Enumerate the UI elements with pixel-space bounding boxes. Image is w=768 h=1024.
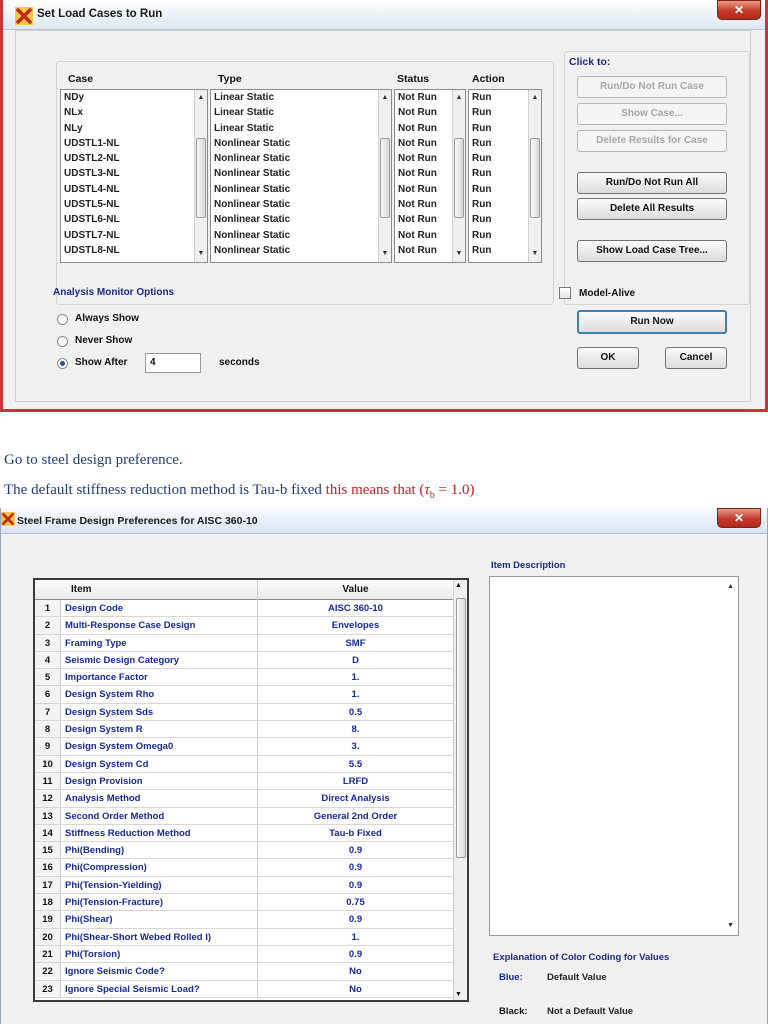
- scroll-up-arrow-icon[interactable]: ▲: [381, 94, 389, 101]
- load-case-case-cell[interactable]: UDSTL5-NL: [64, 199, 120, 211]
- scroll-down-arrow-icon[interactable]: ▼: [381, 250, 389, 257]
- load-case-case-cell[interactable]: NLy: [64, 122, 83, 134]
- preference-value[interactable]: 0.9: [257, 842, 453, 858]
- load-case-type-cell[interactable]: Nonlinear Static: [214, 153, 291, 165]
- grid-scrollbar[interactable]: [453, 580, 467, 1000]
- row-number: 22: [35, 963, 61, 979]
- preference-item: Design Code: [65, 603, 124, 614]
- scroll-down-arrow-icon[interactable]: ▼: [455, 250, 463, 257]
- black-legend-text: Not a Default Value: [547, 1006, 634, 1017]
- preference-row[interactable]: [35, 635, 453, 652]
- load-case-type-cell[interactable]: Nonlinear Static: [214, 183, 291, 195]
- row-number: 14: [35, 825, 61, 841]
- type-list[interactable]: [210, 89, 392, 263]
- row-number: 21: [35, 946, 61, 962]
- load-case-case-cell[interactable]: UDSTL7-NL: [64, 229, 120, 241]
- preference-value[interactable]: AISC 360-10: [257, 600, 453, 616]
- load-case-status-cell[interactable]: Not Run: [398, 199, 437, 211]
- close-button[interactable]: ✕: [717, 508, 761, 528]
- preference-item: Design Provision: [65, 775, 143, 787]
- load-case-status-cell[interactable]: Not Run: [398, 153, 437, 165]
- row-number: 19: [35, 911, 61, 927]
- preference-row[interactable]: [35, 617, 453, 634]
- run-do-not-run-all-button[interactable]: Run/Do Not Run All: [577, 172, 727, 194]
- app-logo-icon: [1, 512, 15, 526]
- preference-row[interactable]: [35, 946, 453, 963]
- preference-item: Multi-Response Case Design: [65, 620, 196, 632]
- row-number: 15: [35, 842, 61, 858]
- grid-rows: [35, 600, 453, 998]
- preference-value[interactable]: 8.: [257, 721, 453, 737]
- click-to-label: Click to:: [569, 56, 611, 68]
- preference-row[interactable]: [35, 842, 453, 859]
- type-list-scrollbar[interactable]: [378, 90, 391, 262]
- tau-symbol: τ: [424, 482, 430, 498]
- instruction-line-2-red-text: this means that (: [325, 482, 425, 498]
- column-header-value: Value: [257, 580, 453, 600]
- black-legend-key: Black:: [499, 1006, 528, 1017]
- preference-item: Seismic Design Category: [65, 654, 180, 666]
- preference-value[interactable]: 0.9: [257, 877, 453, 893]
- grid-header: [35, 580, 453, 600]
- window-title: Set Load Cases to Run: [37, 8, 163, 20]
- preference-item: Stiffness Reduction Method: [65, 827, 191, 839]
- scroll-thumb[interactable]: [380, 138, 390, 218]
- instruction-line-2-blue: The default stiffness reduction method is Tau-b fixed: [4, 482, 326, 498]
- never-show-label: Never Show: [75, 335, 133, 346]
- preference-row[interactable]: [35, 600, 453, 617]
- preference-item: Phi(Shear-Short Webed Rolled I): [65, 931, 212, 943]
- model-alive-checkbox[interactable]: [559, 287, 571, 299]
- ok-button[interactable]: OK: [577, 347, 639, 369]
- analysis-monitor-options-label: Analysis Monitor Options: [53, 287, 175, 298]
- row-number: 13: [35, 808, 61, 824]
- row-number: 18: [35, 894, 61, 910]
- load-case-type-cell[interactable]: Nonlinear Static: [214, 199, 291, 211]
- load-case-type-cell[interactable]: Nonlinear Static: [214, 214, 291, 226]
- always-show-label: Always Show: [75, 313, 139, 324]
- action-list[interactable]: [468, 89, 542, 263]
- row-number: 6: [35, 686, 61, 702]
- preference-item: Design System R: [65, 724, 143, 736]
- load-case-case-cell[interactable]: NLx: [64, 107, 83, 119]
- preference-value[interactable]: 5.5: [257, 756, 453, 772]
- row-number: 23: [35, 981, 61, 997]
- column-header-case: Case: [68, 73, 94, 85]
- load-case-action-cell[interactable]: Run: [472, 244, 492, 256]
- load-case-type-cell[interactable]: Nonlinear Static: [214, 137, 291, 149]
- preference-row[interactable]: [35, 790, 453, 807]
- scroll-thumb[interactable]: [454, 138, 464, 218]
- preference-item: Ignore Special Seismic Load?: [65, 983, 200, 995]
- scroll-up-arrow-icon[interactable]: ▲: [455, 582, 462, 589]
- load-case-status-cell[interactable]: Not Run: [398, 122, 437, 134]
- seconds-label: seconds: [219, 357, 260, 368]
- load-case-status-cell[interactable]: Not Run: [398, 229, 437, 241]
- delete-results-for-case-button[interactable]: Delete Results for Case: [577, 130, 727, 152]
- column-header-item: Item: [71, 584, 92, 595]
- load-case-status-cell[interactable]: Not Run: [398, 214, 437, 226]
- row-number: 5: [35, 669, 61, 685]
- load-case-action-cell[interactable]: Run: [472, 183, 492, 195]
- row-number: 4: [35, 652, 61, 668]
- instruction-line-1: Go to steel design preference.: [4, 452, 183, 468]
- scroll-down-arrow-icon[interactable]: ▼: [727, 922, 734, 929]
- case-list-scrollbar[interactable]: [194, 90, 207, 262]
- never-show-radio[interactable]: [57, 336, 68, 347]
- scroll-up-arrow-icon[interactable]: ▲: [727, 583, 734, 590]
- preference-item: Importance Factor: [65, 672, 148, 684]
- preference-value[interactable]: 0.9: [257, 859, 453, 875]
- load-case-case-cell[interactable]: UDSTL8-NL: [64, 244, 120, 256]
- action-list-scrollbar[interactable]: [528, 90, 541, 262]
- blue-legend-text: Default Value: [547, 972, 607, 983]
- row-number: 1: [35, 600, 61, 616]
- load-case-type-cell[interactable]: Linear Static: [214, 122, 275, 134]
- close-button[interactable]: ✕: [717, 0, 761, 20]
- preference-value[interactable]: D: [257, 652, 453, 668]
- status-list-scrollbar[interactable]: [452, 90, 465, 262]
- row-number: 17: [35, 877, 61, 893]
- load-case-status-cell[interactable]: Not Run: [398, 137, 437, 149]
- load-case-action-cell[interactable]: Run: [472, 168, 492, 180]
- load-case-status-cell[interactable]: Not Run: [398, 92, 437, 103]
- row-number: 7: [35, 704, 61, 720]
- load-case-action-cell[interactable]: Run: [472, 214, 492, 226]
- scroll-up-arrow-icon[interactable]: ▲: [197, 94, 205, 101]
- run-do-not-run-case-button[interactable]: Run/Do Not Run Case: [577, 76, 727, 98]
- preference-row[interactable]: [35, 756, 453, 773]
- load-case-status-cell[interactable]: Not Run: [398, 107, 437, 119]
- load-case-action-cell[interactable]: Run: [472, 229, 492, 241]
- load-case-case-cell[interactable]: UDSTL6-NL: [64, 214, 120, 226]
- scroll-thumb[interactable]: [530, 138, 540, 218]
- show-case-button[interactable]: Show Case...: [577, 103, 727, 125]
- preferences-grid[interactable]: [33, 578, 469, 1002]
- load-case-case-cell[interactable]: UDSTL3-NL: [64, 168, 120, 180]
- row-number: 2: [35, 617, 61, 633]
- run-now-button[interactable]: Run Now: [577, 310, 727, 334]
- preference-item: Phi(Tension-Yielding): [65, 879, 162, 891]
- load-case-action-cell[interactable]: Run: [472, 137, 492, 149]
- preference-row[interactable]: [35, 808, 453, 825]
- instruction-line-2-end: = 1.0): [434, 482, 475, 498]
- scroll-down-arrow-icon[interactable]: ▼: [531, 250, 539, 257]
- delete-all-results-button[interactable]: Delete All Results: [577, 198, 727, 220]
- preference-value[interactable]: No: [257, 963, 453, 979]
- preference-value[interactable]: Envelopes: [257, 617, 453, 633]
- preference-row[interactable]: [35, 686, 453, 703]
- scroll-down-arrow-icon[interactable]: ▼: [197, 250, 205, 257]
- show-after-label: Show After: [75, 357, 128, 368]
- preference-item: Ignore Seismic Code?: [65, 966, 165, 978]
- load-case-type-cell[interactable]: Nonlinear Static: [214, 229, 291, 241]
- app-logo-icon: [15, 7, 33, 25]
- scroll-down-arrow-icon[interactable]: ▼: [455, 991, 462, 998]
- preference-row[interactable]: [35, 825, 453, 842]
- load-case-case-cell[interactable]: UDSTL2-NL: [64, 153, 120, 165]
- load-case-type-cell[interactable]: Linear Static: [214, 107, 275, 119]
- row-number: 20: [35, 929, 61, 945]
- preference-value[interactable]: 1.: [257, 929, 453, 945]
- preference-item: Analysis Method: [65, 793, 141, 805]
- preference-row[interactable]: [35, 929, 453, 946]
- preference-row[interactable]: [35, 859, 453, 876]
- preference-item: Second Order Method: [65, 810, 165, 822]
- load-case-case-cell[interactable]: NDy: [64, 92, 85, 103]
- preference-value[interactable]: 0.9: [257, 911, 453, 927]
- load-case-status-cell[interactable]: Not Run: [398, 244, 437, 256]
- column-header-status: Status: [397, 73, 430, 85]
- preference-value[interactable]: 0.75: [257, 894, 453, 910]
- preference-row[interactable]: [35, 894, 453, 911]
- preference-value[interactable]: 1.: [257, 669, 453, 685]
- item-description-box[interactable]: [489, 576, 739, 936]
- preference-row[interactable]: [35, 877, 453, 894]
- preference-item: Phi(Compression): [65, 862, 147, 874]
- row-number: 3: [35, 635, 61, 651]
- blue-legend-key: Blue:: [499, 972, 523, 983]
- load-case-status-cell[interactable]: Not Run: [398, 168, 437, 180]
- model-alive-label: Model-Alive: [579, 288, 636, 299]
- preference-value[interactable]: 0.9: [257, 946, 453, 962]
- preference-value[interactable]: Direct Analysis: [257, 790, 453, 806]
- preference-row[interactable]: [35, 773, 453, 790]
- preference-value[interactable]: SMF: [257, 635, 453, 651]
- cancel-button[interactable]: Cancel: [665, 347, 727, 369]
- load-case-type-cell[interactable]: Nonlinear Static: [214, 168, 291, 180]
- load-case-type-cell[interactable]: Nonlinear Static: [214, 244, 291, 256]
- window-titlebar: [3, 0, 765, 30]
- preference-item: Phi(Tension-Fracture): [65, 897, 163, 909]
- preference-item: Design System Omega0: [65, 741, 174, 753]
- preference-value[interactable]: 1.: [257, 686, 453, 702]
- window-title: Steel Frame Design Preferences for AISC 360-10: [17, 515, 258, 527]
- load-case-case-cell[interactable]: UDSTL1-NL: [64, 137, 120, 149]
- window-titlebar: [1, 508, 767, 534]
- row-number: 16: [35, 859, 61, 875]
- load-case-action-cell[interactable]: Run: [472, 107, 492, 119]
- load-case-case-cell[interactable]: UDSTL4-NL: [64, 183, 120, 195]
- scroll-up-arrow-icon[interactable]: ▲: [455, 94, 463, 101]
- preference-row[interactable]: [35, 963, 453, 980]
- scroll-thumb[interactable]: [196, 138, 206, 218]
- load-case-action-cell[interactable]: Run: [472, 153, 492, 165]
- status-list[interactable]: [394, 89, 466, 263]
- preference-item: Design System Rho: [65, 689, 155, 701]
- load-case-action-cell[interactable]: Run: [472, 122, 492, 134]
- preference-row[interactable]: [35, 704, 453, 721]
- always-show-radio[interactable]: [57, 314, 68, 325]
- preference-row[interactable]: [35, 981, 453, 998]
- column-header-action: Action: [472, 73, 505, 85]
- preference-value[interactable]: 0.5: [257, 704, 453, 720]
- scroll-thumb[interactable]: [456, 598, 466, 858]
- color-coding-explanation-label: Explanation of Color Coding for Values: [493, 952, 670, 963]
- show-load-case-tree-button[interactable]: Show Load Case Tree...: [577, 240, 727, 262]
- row-number: 11: [35, 773, 61, 789]
- steel-frame-design-preferences-window: [0, 508, 768, 1024]
- preference-value[interactable]: Tau-b Fixed: [257, 825, 453, 841]
- preference-row[interactable]: [35, 721, 453, 738]
- preference-value[interactable]: No: [257, 981, 453, 997]
- row-number: 10: [35, 756, 61, 772]
- preference-row[interactable]: [35, 652, 453, 669]
- show-after-seconds-input[interactable]: 4: [145, 353, 201, 373]
- load-case-status-cell[interactable]: Not Run: [398, 183, 437, 195]
- load-case-action-cell[interactable]: Run: [472, 92, 492, 103]
- preference-row[interactable]: [35, 911, 453, 928]
- row-number: 12: [35, 790, 61, 806]
- instruction-line-2-red: [325, 482, 475, 501]
- instruction-line-2: [4, 482, 474, 501]
- column-header-type: Type: [218, 73, 242, 85]
- show-after-radio[interactable]: [57, 358, 68, 369]
- preference-value[interactable]: General 2nd Order: [257, 808, 453, 824]
- case-list[interactable]: [60, 89, 208, 263]
- preference-item: Phi(Shear): [65, 914, 113, 926]
- preference-row[interactable]: [35, 738, 453, 755]
- preference-value[interactable]: 3.: [257, 738, 453, 754]
- preference-item: Framing Type: [65, 637, 127, 649]
- preference-value[interactable]: LRFD: [257, 773, 453, 789]
- load-case-type-cell[interactable]: Linear Static: [214, 92, 275, 103]
- preference-item: Design System Sds: [65, 706, 154, 718]
- preference-item: Phi(Torsion): [65, 948, 121, 960]
- item-description-label: Item Description: [491, 560, 566, 571]
- preference-item: Design System Cd: [65, 758, 149, 770]
- scroll-up-arrow-icon[interactable]: ▲: [531, 94, 539, 101]
- preference-row[interactable]: [35, 669, 453, 686]
- row-number: 9: [35, 738, 61, 754]
- row-number: 8: [35, 721, 61, 737]
- preference-item: Phi(Bending): [65, 845, 125, 857]
- set-load-cases-window: [0, 0, 768, 412]
- tau-subscript: b: [429, 490, 435, 501]
- load-case-action-cell[interactable]: Run: [472, 199, 492, 211]
